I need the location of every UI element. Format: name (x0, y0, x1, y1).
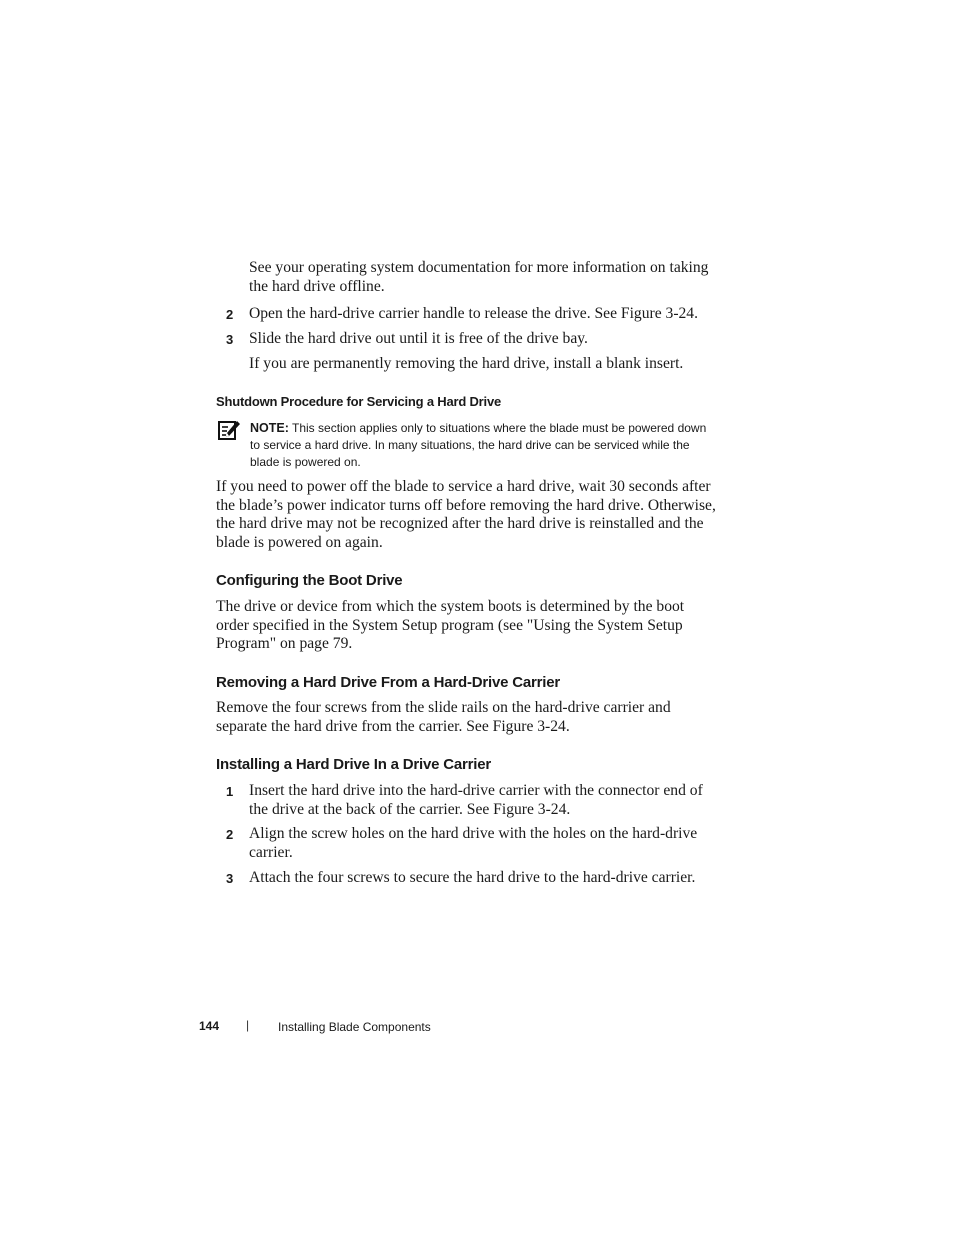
removing-body: Remove the four screws from the slide rails on the hard-drive carrier and separate the hard drive from the carrier. See Figure 3-24. (216, 699, 671, 735)
step-text: Align the screw holes on the hard drive with the holes on the hard-drive carrier. (249, 825, 698, 861)
note-text: This section applies only to situations where the blade must be powered down to service a hard drive. In many situations, the hard drive can be serviced while the blade is powered on. (250, 421, 707, 469)
step-number: 2 (226, 827, 234, 842)
removing-heading: Removing a Hard Drive From a Hard-Drive Carrier (216, 674, 561, 691)
step-number: 3 (226, 332, 234, 347)
step-text: Attach the four screws to secure the hard drive to the hard-drive carrier. (249, 869, 696, 886)
note-label: NOTE: (250, 421, 289, 435)
page-number: 144 (199, 1019, 220, 1033)
footer-separator: | (246, 1018, 250, 1032)
boot-body: The drive or device from which the system boots is determined by the boot order specified in the System Setup program (see "Using the System Setup Program" on page 79. (216, 598, 685, 653)
step-number: 2 (226, 307, 234, 322)
step-text: Insert the hard drive into the hard-drive carrier with the connector end of the drive at the back of the carrier. See Figure 3-24. (249, 782, 703, 818)
shutdown-heading: Shutdown Procedure for Servicing a Hard Drive (216, 394, 502, 409)
step-text: Slide the hard drive out until it is free of the drive bay. (249, 330, 588, 347)
step-text: Open the hard-drive carrier handle to release the drive. See Figure 3-24. (249, 305, 698, 322)
intro-paragraph: See your operating system documentation for more information on taking the hard drive offline. (249, 259, 709, 295)
installing-heading: Installing a Hard Drive In a Drive Carrier (216, 756, 492, 773)
shutdown-body: If you need to power off the blade to service a hard drive, wait 30 seconds after the blade’s power indicator turns off before removing the hard drive. Otherwise, the hard drive may not be recognized after the hard drive is reinstalled and the blade is powered on again. (216, 478, 716, 551)
step-number: 1 (226, 784, 234, 799)
footer-chapter-title: Installing Blade Components (278, 1020, 431, 1034)
step-note-paragraph: If you are permanently removing the hard drive, install a blank insert. (249, 355, 684, 372)
note-box (250, 420, 710, 471)
note-pencil-icon (218, 420, 240, 442)
step-number: 3 (226, 871, 234, 886)
boot-heading: Configuring the Boot Drive (216, 572, 403, 589)
